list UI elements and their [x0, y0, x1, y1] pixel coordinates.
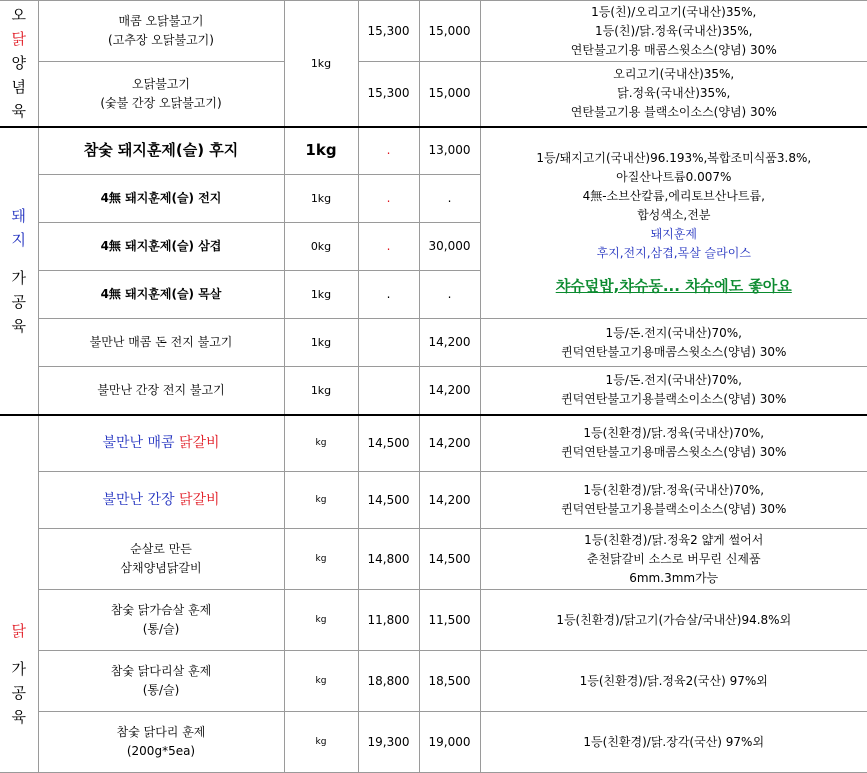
unit-cell: kg [284, 472, 358, 529]
table-row [0, 712, 867, 773]
price-2: 18,500 [419, 651, 480, 712]
unit-cell: 0kg [284, 223, 358, 271]
product-name: 오닭불고기 (숯불 간장 오닭불고기) [38, 62, 284, 127]
price-1: 14,500 [358, 415, 419, 472]
category-duck-seasoned: 오 닭 양 념 육 [0, 1, 38, 127]
unit-cell: kg [284, 529, 358, 590]
product-name: 참숯 닭가슴살 훈제 (통/슬) [38, 590, 284, 651]
unit-cell: kg [284, 590, 358, 651]
price-2: 14,200 [419, 367, 480, 415]
unit-cell: 1kg [284, 367, 358, 415]
table-row [0, 590, 867, 651]
table-row [0, 62, 867, 127]
price-2: 15,000 [419, 1, 480, 62]
price-1 [358, 319, 419, 367]
price-2: 30,000 [419, 223, 480, 271]
table-row [0, 1, 867, 62]
product-name: 참숯 닭다리 훈제 (200g*5ea) [38, 712, 284, 773]
product-name: 불만난 매콤 닭갈비 [38, 415, 284, 472]
price-2: 14,500 [419, 529, 480, 590]
price-1 [358, 367, 419, 415]
price-2: 14,200 [419, 415, 480, 472]
ingredients: 1등(친환경)/닭.장각(국산) 97%외 [480, 712, 867, 773]
price-1: . [358, 175, 419, 223]
product-name: 매콤 오닭불고기 (고추장 오닭불고기) [38, 1, 284, 62]
ingredients: 1등(친환경)/닭.정육(국내산)70%, 퀸덕연탄불고기용매콤스윗소스(양념) 30% [480, 415, 867, 472]
table-row [0, 529, 867, 590]
price-1: 15,300 [358, 1, 419, 62]
product-name: 참숯 돼지훈제(슬) 후지 [38, 127, 284, 175]
category-chicken-processed: 닭 가 공 육 [0, 415, 38, 773]
price-1: 15,300 [358, 62, 419, 127]
table-row [0, 319, 867, 367]
price-1: 18,800 [358, 651, 419, 712]
table-row [0, 651, 867, 712]
unit-cell: 1kg [284, 271, 358, 319]
ingredients: 1등/돈.전지(국내산)70%, 퀸덕연탄불고기용블랙소이소스(양념) 30% [480, 367, 867, 415]
unit-cell: kg [284, 651, 358, 712]
price-2: 19,000 [419, 712, 480, 773]
product-name: 불만난 간장 닭갈비 [38, 472, 284, 529]
price-1: . [358, 223, 419, 271]
ingredients: 1등(친)/오리고기(국내산)35%, 1등(친)/닭.정육(국내산)35%, 연탄불고기용 매콤스윗소스(양념) 30% [480, 1, 867, 62]
price-1: 11,800 [358, 590, 419, 651]
unit-cell: kg [284, 415, 358, 472]
price-2: 13,000 [419, 127, 480, 175]
price-2: . [419, 175, 480, 223]
price-2: 14,200 [419, 472, 480, 529]
ingredients: 1등/돈.전지(국내산)70%, 퀸덕연탄불고기용매콤스윗소스(양념) 30% [480, 319, 867, 367]
product-name: 불만난 매콤 돈 전지 불고기 [38, 319, 284, 367]
price-2: 15,000 [419, 62, 480, 127]
table-row [0, 472, 867, 529]
product-name: 4無 돼지훈제(슬) 삼겹 [38, 223, 284, 271]
unit-cell: kg [284, 712, 358, 773]
price-1: 14,800 [358, 529, 419, 590]
unit-cell: 1kg [284, 1, 358, 127]
price-1: 14,500 [358, 472, 419, 529]
table-row [0, 415, 867, 472]
promo-text: 챠슈덮밥,챠슈동... 챠슈에도 좋아요 [555, 277, 792, 296]
ingredients: 1등(친환경)/닭고기(가슴살/국내산)94.8%외 [480, 590, 867, 651]
price-1: 19,300 [358, 712, 419, 773]
price-2: . [419, 271, 480, 319]
ingredients: 1등(친환경)/닭.정육2 얇게 썰어서 춘천닭갈비 소스로 버무린 신제품 6mm.3mm가능 [480, 529, 867, 590]
category-pork-processed: 돼 지 가 공 육 [0, 127, 38, 415]
unit-cell: 1kg [284, 319, 358, 367]
table-row [0, 367, 867, 415]
price-1: . [358, 271, 419, 319]
price-2: 14,200 [419, 319, 480, 367]
ingredients-shared: 1등/돼지고기(국내산)96.193%,복합조미식품3.8%, 아질산나트륨0.007% 4無-소브산칼륨,에리토브산나트륨, 합성색소,전분 돼지훈제 후지,전지,삼겹,목살 슬라이스 챠슈덮밥,챠슈동... 챠슈에도 좋아요 [480, 127, 867, 319]
product-name: 순살로 만든 삼채양념닭갈비 [38, 529, 284, 590]
unit-cell: 1kg [284, 175, 358, 223]
ingredients: 오리고기(국내산)35%, 닭.정육(국내산)35%, 연탄불고기용 블랙소이소스(양념) 30% [480, 62, 867, 127]
unit-cell: 1kg [284, 127, 358, 175]
product-name: 불만난 간장 전지 불고기 [38, 367, 284, 415]
product-name: 4無 돼지훈제(슬) 목살 [38, 271, 284, 319]
ingredients: 1등(친환경)/닭.정육2(국산) 97%외 [480, 651, 867, 712]
table-row [0, 127, 867, 175]
price-2: 11,500 [419, 590, 480, 651]
product-name: 참숯 닭다리살 훈제 (통/슬) [38, 651, 284, 712]
product-name: 4無 돼지훈제(슬) 전지 [38, 175, 284, 223]
ingredients: 1등(친환경)/닭.정육(국내산)70%, 퀸덕연탄불고기용블랙소이소스(양념) 30% [480, 472, 867, 529]
price-1: . [358, 127, 419, 175]
